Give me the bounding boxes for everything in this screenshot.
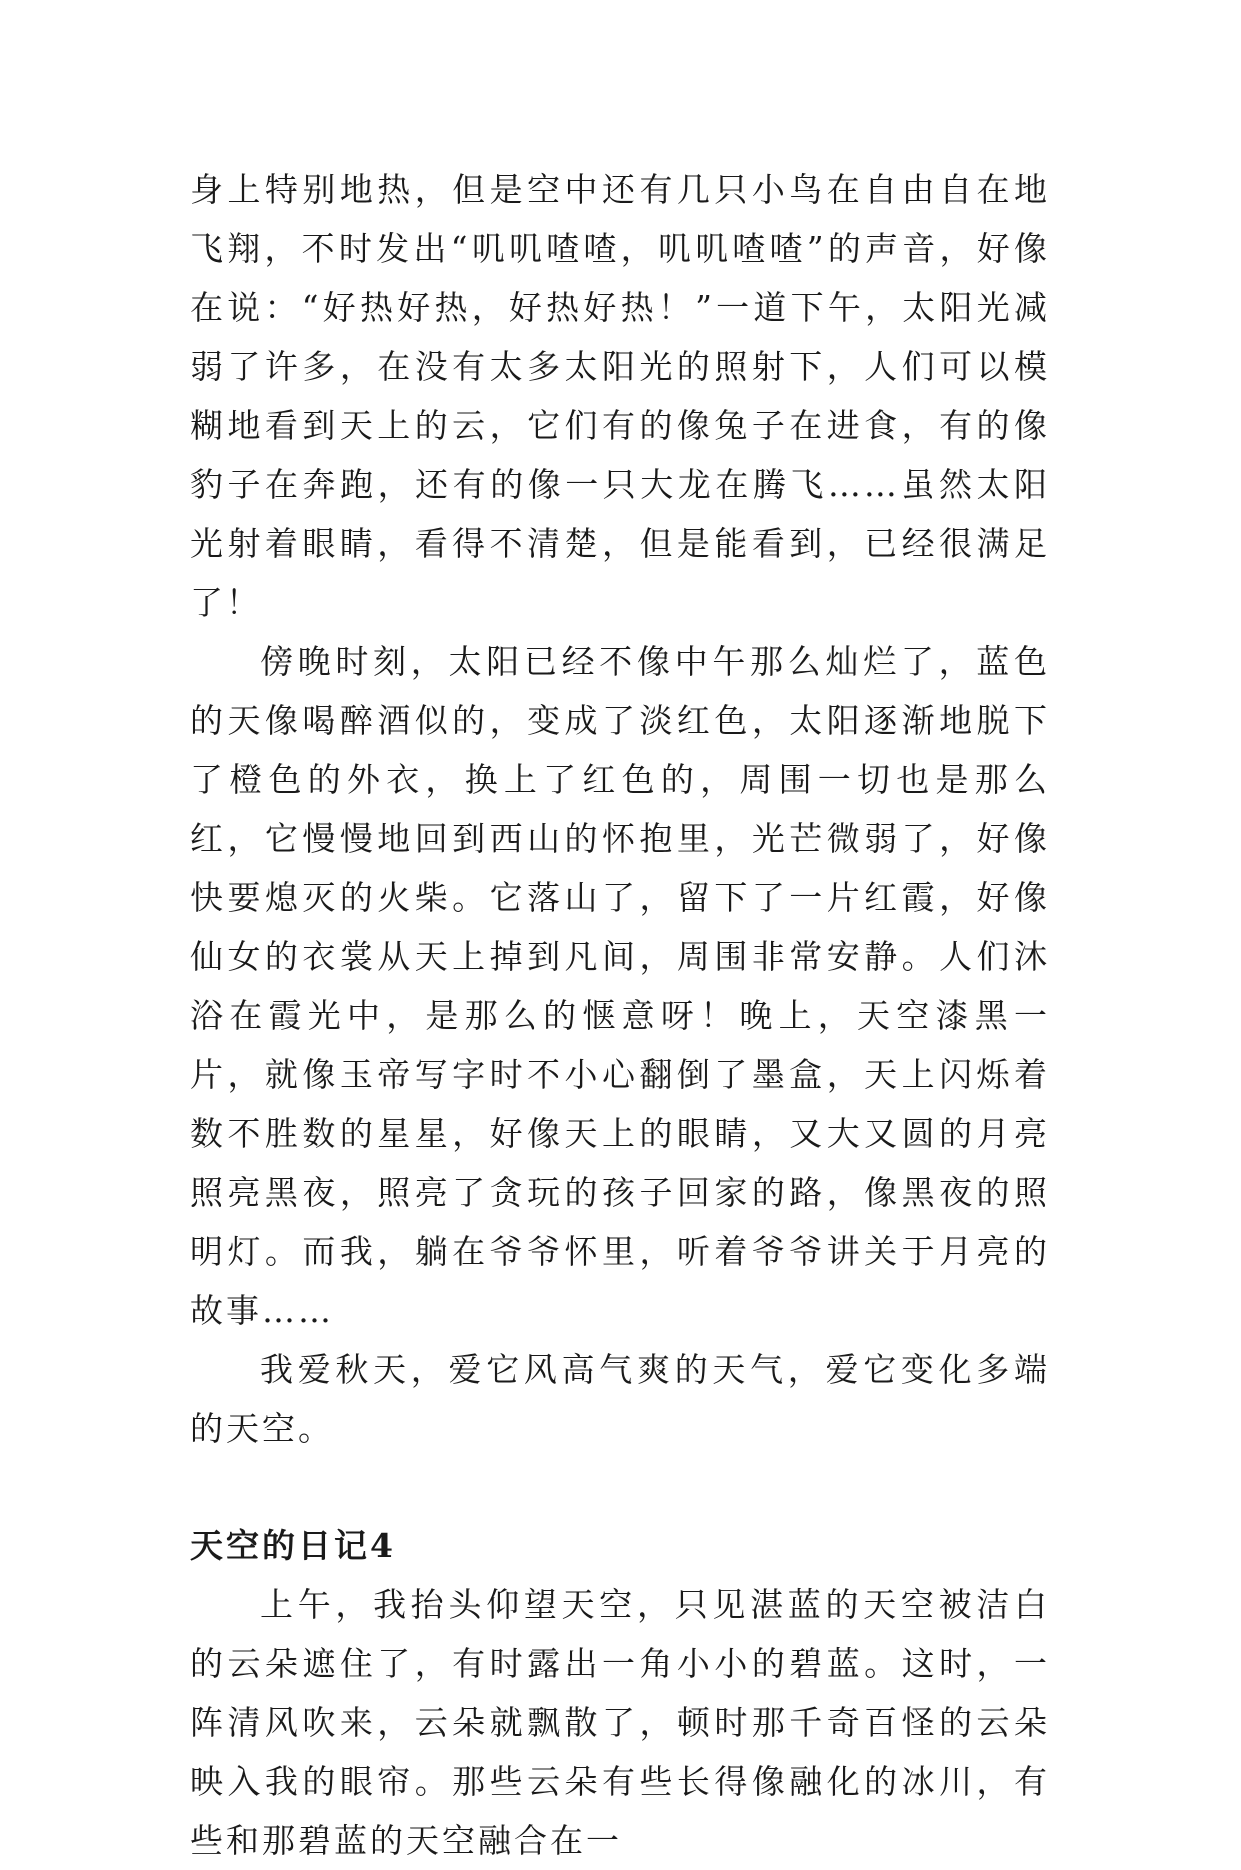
paragraph-evening: 傍晚时刻，太阳已经不像中午那么灿烂了，蓝色的天像喝醉酒似的，变成了淡红色，太阳逐渐地脱下了橙色的外衣，换上了红色的，周围一切也是那么红，它慢慢地回到西山的怀抱里，光芒微弱了，好像快要熄灭的火柴。它落山了，留下了一片红霞，好像仙女的衣裳从天上掉到凡间，周围非常安静。人们沐浴在霞光中，是那么的惬意呀！晚上，天空漆黑一片，就像玉帝写字时不小心翻倒了墨盒，天上闪烁着数不胜数的星星，好像天上的眼睛，又大又圆的月亮照亮黑夜，照亮了贪玩的孩子回家的路，像黑夜的照明灯。而我，躺在爷爷怀里，听着爷爷讲关于月亮的故事…… bbox=[190, 642, 1050, 1330]
paragraph-morning: 上午，我抬头仰望天空，只见湛蓝的天空被洁白的云朵遮住了，有时露出一角小小的碧蓝。这时，一阵清风吹来，云朵就飘散了，顿时那千奇百怪的云朵映入我的眼帘。那些云朵有些长得像融化的冰川，有些和那碧蓝的天空融合在一 bbox=[190, 1585, 1050, 1860]
paragraph-autumn: 我爱秋天，爱它风高气爽的天气，爱它变化多端的天空。 bbox=[190, 1350, 1050, 1448]
section-title: 天空的日记4 bbox=[190, 1526, 396, 1565]
paragraph-continuation: 身上特别地热，但是空中还有几只小鸟在自由自在地飞翔，不时发出“叽叽喳喳，叽叽喳喳”的声音，好像在说：“好热好热，好热好热！”一道下午，太阳光减弱了许多，在没有太多太阳光的照射下，人们可以模糊地看到天上的云，它们有的像兔子在进食，有的像豹子在奔跑，还有的像一只大龙在腾飞……虽然太阳光射着眼睛，看得不清楚，但是能看到，已经很满足了！ bbox=[190, 170, 1050, 622]
document-page bbox=[190, 160, 1050, 1870]
